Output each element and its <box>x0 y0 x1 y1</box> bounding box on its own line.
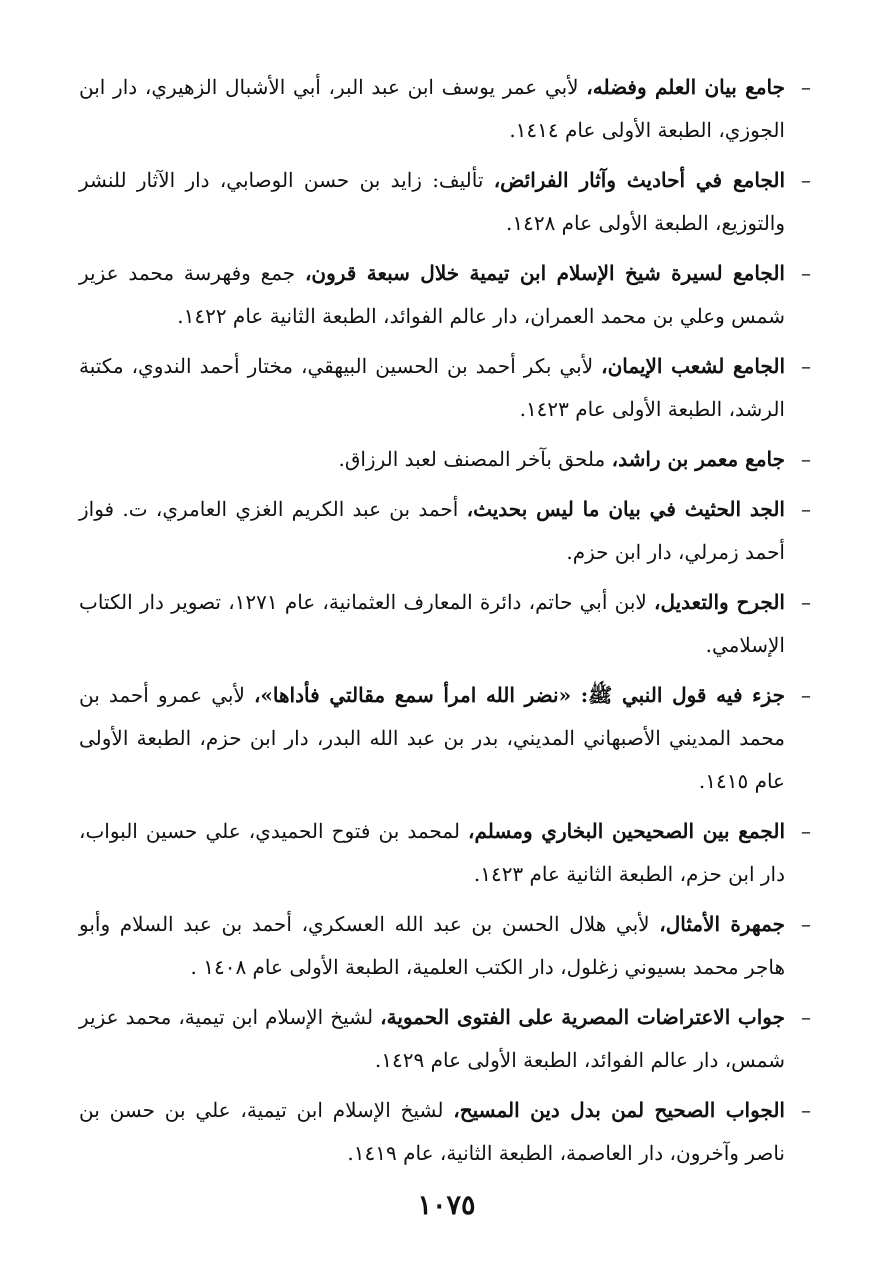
entry-title: جامع بيان العلم وفضله، <box>586 75 785 99</box>
bibliography-entry <box>79 438 811 481</box>
entry-dash: – <box>801 497 811 521</box>
entry-title: الجواب الصحيح لمن بدل دين المسيح، <box>453 1098 785 1122</box>
entry-dash: – <box>801 912 811 936</box>
entry-details: لشيخ الإسلام ابن تيمية، علي بن حسن بن ناصر وآخرون، دار العاصمة، الطبعة الثانية، عام ١٤١٩. <box>79 1098 785 1165</box>
entry-dash: – <box>801 1098 811 1122</box>
entry-details: أحمد بن عبد الكريم الغزي العامري، ت. فواز أحمد زمرلي، دار ابن حزم. <box>79 497 785 564</box>
bibliography-entry <box>79 903 811 989</box>
entry-details: لأبي عمر يوسف ابن عبد البر، أبي الأشبال الزهيري، دار ابن الجوزي، الطبعة الأولى عام ١٤١٤. <box>79 75 785 142</box>
bibliography-entry <box>79 581 811 667</box>
bibliography-entry <box>79 996 811 1082</box>
entry-dash: – <box>801 261 811 285</box>
bibliography-entry <box>79 345 811 431</box>
entry-title: الجامع لشعب الإيمان، <box>601 354 785 378</box>
bibliography-entry <box>79 674 811 803</box>
entry-title: جواب الاعتراضات المصرية على الفتوى الحموية، <box>380 1005 785 1029</box>
entry-title: جزء فيه قول النبي ﷺ: «نضر الله امرأ سمع مقالتي فأداها»، <box>253 683 785 707</box>
entry-title: الجد الحثيث في بيان ما ليس بحديث، <box>466 497 785 521</box>
entry-dash: – <box>801 590 811 614</box>
entry-details: لشيخ الإسلام ابن تيمية، محمد عزير شمس، دار عالم الفوائد، الطبعة الأولى عام ١٤٢٩. <box>79 1005 785 1072</box>
entry-title: الجرح والتعديل، <box>654 590 785 614</box>
entry-details: لابن أبي حاتم، دائرة المعارف العثمانية، عام ١٢٧١، تصوير دار الكتاب الإسلامي. <box>79 590 785 657</box>
entry-details: جمع وفهرسة محمد عزير شمس وعلي بن محمد العمران، دار عالم الفوائد، الطبعة الثانية عام ١٤٢٢. <box>79 261 785 328</box>
entry-dash: – <box>801 819 811 843</box>
bibliography-entry <box>79 810 811 896</box>
entry-details: لأبي بكر أحمد بن الحسين البيهقي، مختار أحمد الندوي، مكتبة الرشد، الطبعة الأولى عام ١٤٢٣. <box>79 354 785 421</box>
entry-details: ملحق بآخر المصنف لعبد الرزاق. <box>338 447 612 471</box>
entry-title: جامع معمر بن راشد، <box>611 447 785 471</box>
entry-dash: – <box>801 168 811 192</box>
entry-dash: – <box>801 1005 811 1029</box>
entry-dash: – <box>801 683 811 707</box>
bibliography-entry <box>79 159 811 245</box>
entry-details: تأليف: زايد بن حسن الوصابي، دار الآثار للنشر والتوزيع، الطبعة الأولى عام ١٤٢٨. <box>79 168 785 235</box>
entry-dash: – <box>801 354 811 378</box>
entry-title: الجمع بين الصحيحين البخاري ومسلم، <box>468 819 785 843</box>
entry-title: الجامع لسيرة شيخ الإسلام ابن تيمية خلال سبعة قرون، <box>304 261 785 285</box>
bibliography-entry <box>79 488 811 574</box>
page-number: ١٠٧٥ <box>417 1190 476 1221</box>
entry-dash: – <box>801 75 811 99</box>
entry-title: جمهرة الأمثال، <box>659 912 785 936</box>
entry-details: لأبي هلال الحسن بن عبد الله العسكري، أحمد بن عبد السلام وأبو هاجر محمد بسيوني زغلول، دار الكتب العلمية، الطبعة الأولى عام ١٤٠٨ . <box>79 912 785 979</box>
entry-details: لمحمد بن فتوح الحميدي، علي حسين البواب، دار ابن حزم، الطبعة الثانية عام ١٤٢٣. <box>79 819 785 886</box>
entry-details: لأبي عمرو أحمد بن محمد المديني الأصبهاني المديني، بدر بن عبد الله البدر، دار ابن حزم، الطبعة الأولى عام ١٤١٥. <box>79 683 785 793</box>
bibliography-entry <box>79 252 811 338</box>
bibliography-list <box>79 66 811 1182</box>
entry-title: الجامع في أحاديث وآثار الفرائض، <box>493 168 785 192</box>
bibliography-entry <box>79 66 811 152</box>
entry-dash: – <box>801 447 811 471</box>
bibliography-entry <box>79 1089 811 1175</box>
